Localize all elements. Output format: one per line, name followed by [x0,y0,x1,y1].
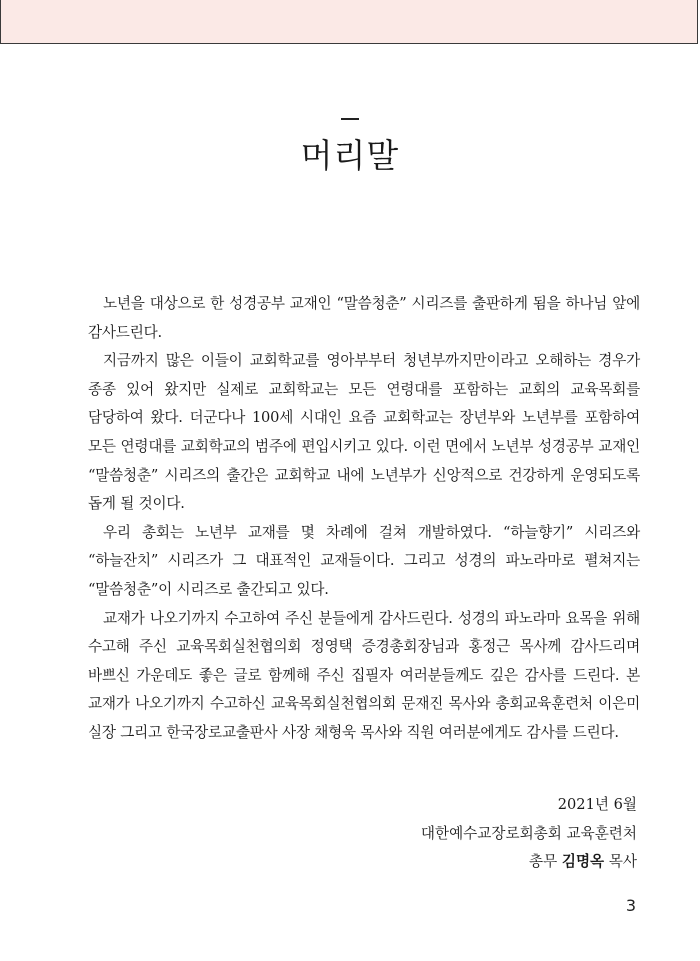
page-title: 머리말 [300,136,400,175]
signature-date: 2021년 6월 [557,796,637,813]
signature-block [421,791,637,877]
signer-role-suffix: 목사 [608,853,637,871]
preface-body [88,290,640,748]
paragraph: 노년을 대상으로 한 성경공부 교재인 “말씀청춘” 시리즈를 출판하게 됨을 하나님 앞에 감사드린다. [88,295,640,341]
page-number: 3 [625,896,636,915]
paragraph: 교재가 나오기까지 수고하여 주신 분들에게 감사드린다. 성경의 파노라마 요목을 위해 수고해 주신 교육목회실천협의회 정영택 증경총회장님과 홍정근 목사께 감사드리며 바쁘신 가운데도 좋은 글로 함께해 주신 집필자 여러분들께도 깊은 감사를 드린다. 본 교재가 나오기까지 수고하신 교육목회실천협의회 문재진 목사와 총회교육훈련처 이은미 실장 그리고 한국장로교출판사 사장 채형욱 목사와 직원 여러분에게도 감사를 드린다. [88,609,640,741]
header-band [0,0,698,44]
signature-signer [421,848,637,877]
title-dash [341,118,359,120]
title-block [0,118,700,177]
paragraph: 지금까지 많은 이들이 교회학교를 영아부부터 청년부까지만이라고 오해하는 경우가 종종 있어 왔지만 실제로 교회학교는 모든 연령대를 포함하는 교회의 교육목회를 담당하여 왔다. 더군다나 100세 시대인 요즘 교회학교는 장년부와 노년부를 포함하여 모든 연령대를 교회학교의 범주에 편입시키고 있다. 이런 면에서 노년부 성경공부 교재인 “말씀청춘” 시리즈의 출간은 교회학교 내에 노년부가 신앙적으로 건강하게 운영되도록 돕게 될 것이다. [88,352,640,513]
signature-organization: 대한예수교장로회총회 교육훈련처 [420,824,637,842]
signer-name: 김명옥 [561,853,605,871]
paragraph: 우리 총회는 노년부 교재를 몇 차례에 걸쳐 개발하였다. “하늘향기” 시리즈와 “하늘잔치” 시리즈가 그 대표적인 교재들이다. 그리고 성경의 파노라마로 펼쳐지는 “말씀청춘”이 시리즈로 출간되고 있다. [88,523,640,598]
signer-role-prefix: 총무 [529,853,558,871]
